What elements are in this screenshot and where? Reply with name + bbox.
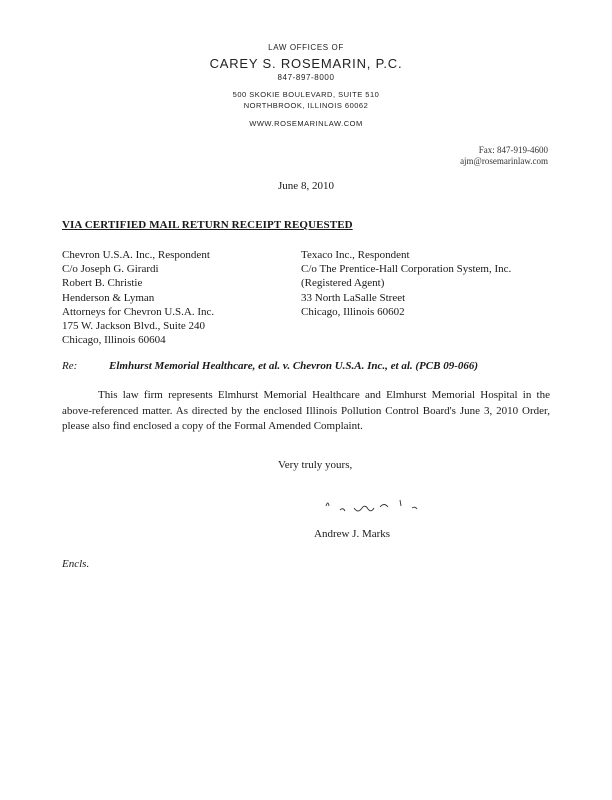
delivery-method: VIA CERTIFIED MAIL RETURN RECEIPT REQUESTED — [62, 219, 353, 231]
recipient-line: 33 North LaSalle Street — [301, 291, 406, 304]
recipient-line: C/o Joseph G. Girardi — [62, 263, 159, 276]
recipient-line: Chevron U.S.A. Inc., Respondent — [62, 249, 210, 261]
email-address: ajm@rosemarinlaw.com — [460, 156, 548, 166]
recipient-line: Attorneys for Chevron U.S.A. Inc. — [62, 305, 215, 318]
letterhead-label: LAW OFFICES OF — [268, 43, 344, 52]
recipient-line: Texaco Inc., Respondent — [301, 249, 410, 261]
recipient-line: 175 W. Jackson Blvd., Suite 240 — [62, 320, 206, 333]
firm-website: WWW.ROSEMARINLAW.COM — [249, 119, 363, 128]
letter-date: June 8, 2010 — [278, 180, 334, 192]
recipient-line: Robert B. Christie — [62, 277, 143, 290]
contact-block — [460, 145, 548, 167]
closing: Very truly yours, — [278, 459, 353, 471]
recipient-line: (Registered Agent) — [301, 277, 385, 290]
recipient-line: Chicago, Illinois 60604 — [62, 334, 166, 347]
recipient-texaco — [301, 248, 511, 319]
signature-scribble — [320, 488, 430, 520]
firm-phone: 847-897-8000 — [277, 73, 335, 82]
firm-address-line2: NORTHBROOK, ILLINOIS 60062 — [243, 101, 369, 110]
firm-address-line1: 500 SKOKIE BOULEVARD, SUITE 510 — [232, 90, 380, 99]
recipient-line: Chicago, Illinois 60602 — [301, 305, 405, 318]
recipient-line: Henderson & Lyman — [62, 291, 155, 304]
signer-name: Andrew J. Marks — [314, 528, 391, 540]
body-paragraph: This law firm represents Elmhurst Memorial Healthcare and Elmhurst Memorial Hospital in the above-referenced matter. As directed by the enclosed Illinois Pollution Control Board's June 3, 2010 Order, please also find enclosed a copy of the Formal Amended Complaint. — [62, 389, 550, 432]
recipient-line: C/o The Prentice-Hall Corporation System, Inc. — [301, 263, 512, 276]
fax-number: Fax: 847-919-4600 — [478, 145, 548, 155]
re-label: Re: — [62, 360, 78, 372]
firm-name: CAREY S. ROSEMARIN, P.C. — [209, 56, 403, 71]
re-subject: Elmhurst Memorial Healthcare, et al. v. Chevron U.S.A. Inc., et al. (PCB 09-066) — [109, 360, 479, 372]
recipient-chevron — [62, 248, 214, 347]
enclosure-note: Encls. — [62, 558, 90, 570]
signature — [320, 488, 430, 525]
